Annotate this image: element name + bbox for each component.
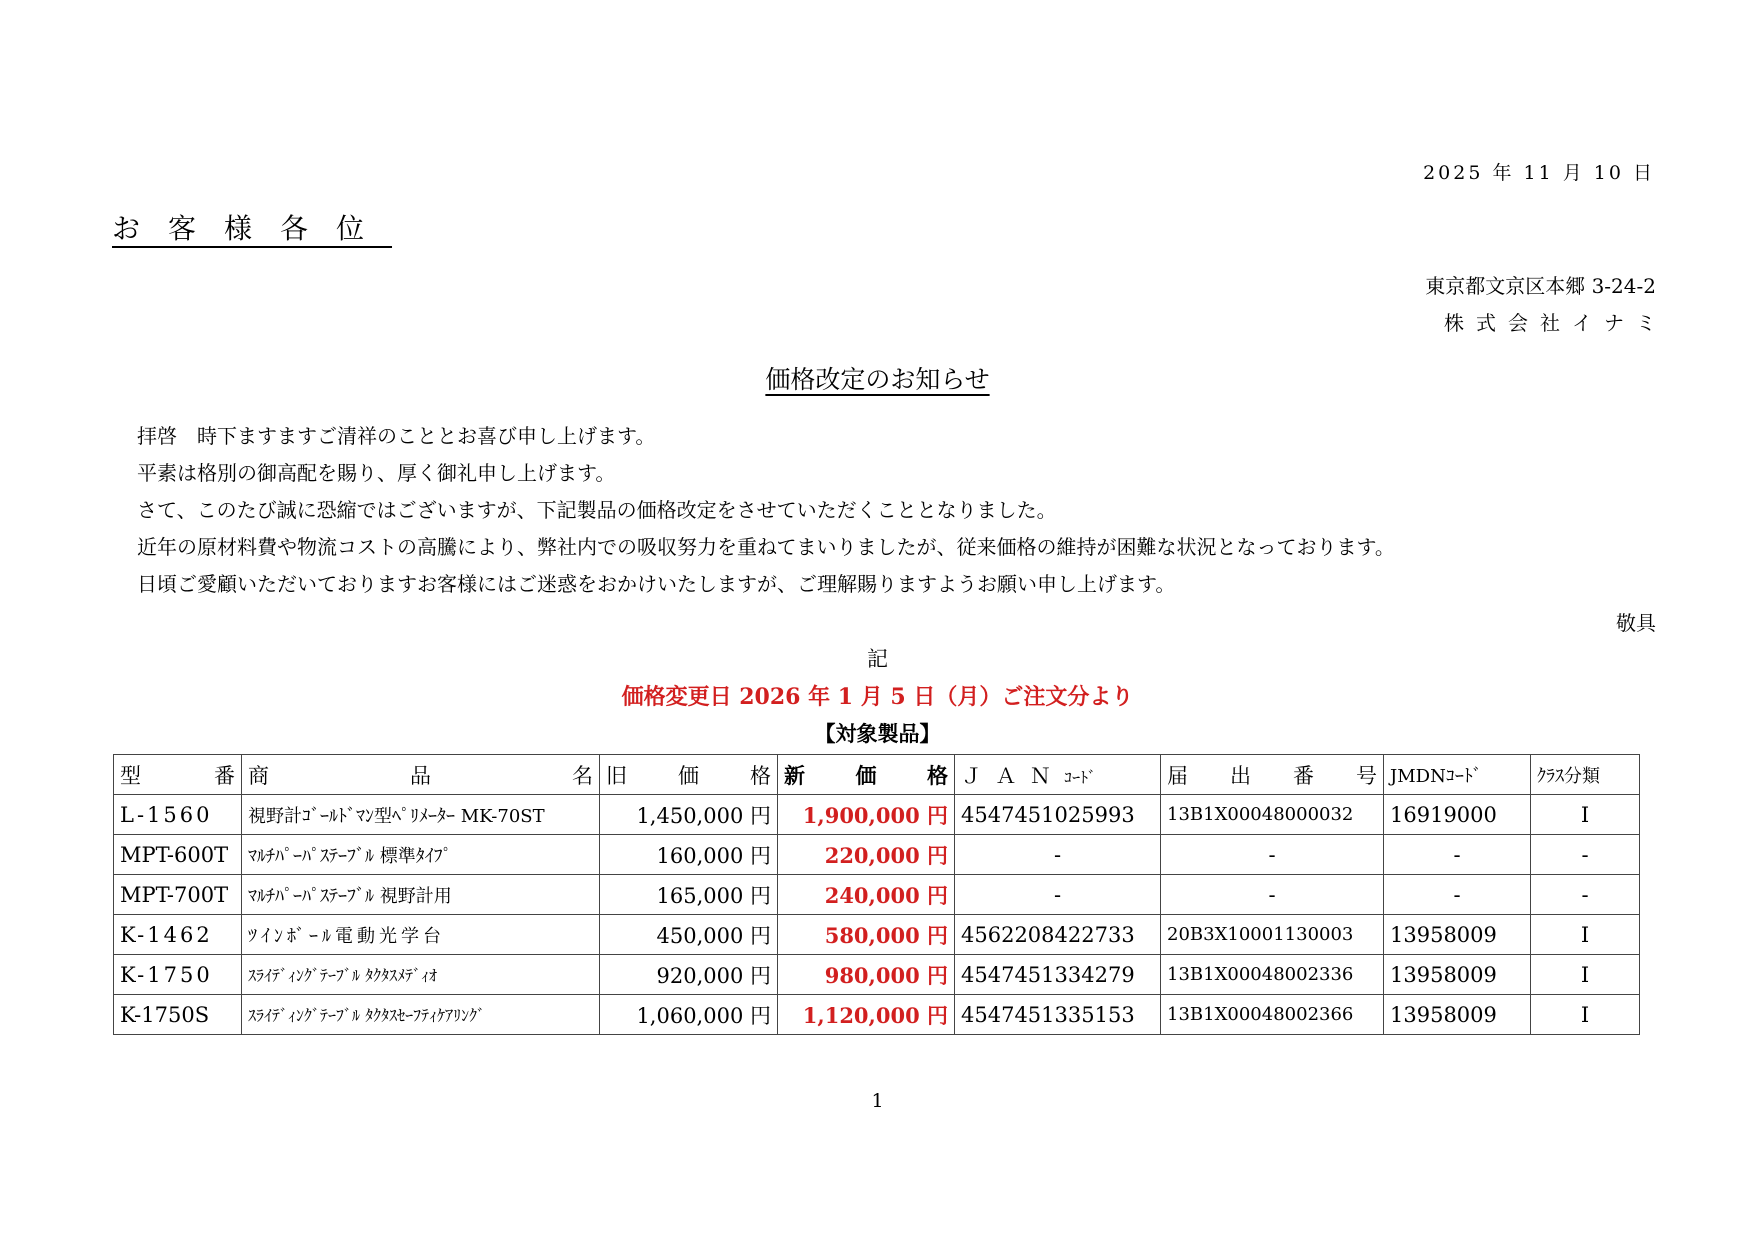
cell-old-price: 1,450,000 円	[600, 795, 778, 835]
cell-model: MPT-700T	[114, 875, 242, 915]
header-model: 型 番	[114, 755, 242, 795]
header-jan-code: Ｊ Ａ Ｎ ｺｰﾄﾞ	[955, 755, 1161, 795]
header-registration-number: 届 出 番 号	[1161, 755, 1384, 795]
cell-jan-code: 4547451335153	[955, 995, 1161, 1035]
body-line: 近年の原材料費や物流コストの高騰により、弊社内での吸収努力を重ねてまいりましたが、従来価格の維持が困難な状況となっております。	[137, 535, 1395, 559]
cell-registration-number: 13B1X00048002366	[1161, 995, 1384, 1035]
price-change-notice: 価格変更日 2026 年 1 月 5 日（月）ご注文分より	[621, 684, 1134, 710]
letter-date: 2025 年 11 月 10 日	[1423, 162, 1655, 184]
body-line: 日頃ご愛顧いただいておりますお客様にはご迷惑をおかけいたしますが、ご理解賜りますようお願い申し上げます。	[137, 572, 1176, 596]
closing-phrase: 敬具	[1616, 611, 1656, 635]
cell-class: I	[1531, 995, 1640, 1035]
cell-registration-number: -	[1161, 875, 1384, 915]
cell-product-name: 視野計ｺﾞｰﾙﾄﾞﾏﾝ型ﾍﾟﾘﾒｰﾀｰ MK-70ST	[242, 795, 600, 835]
cell-new-price: 1,120,000 円	[778, 995, 955, 1035]
cell-product-name: ﾂｲﾝﾎﾞｰﾙ電動光学台	[242, 915, 600, 955]
header-class: ｸﾗｽ分類	[1531, 755, 1640, 795]
cell-old-price: 920,000 円	[600, 955, 778, 995]
cell-jmdn-code: 16919000	[1384, 795, 1531, 835]
sender-address: 東京都文京区本郷 3-24-2	[1425, 274, 1656, 298]
cell-product-name: ｽﾗｲﾃﾞｨﾝｸﾞﾃｰﾌﾞﾙ ﾀｸﾀｽﾒﾃﾞｨｵ	[242, 955, 600, 995]
cell-jan-code: -	[955, 835, 1161, 875]
cell-class: I	[1531, 915, 1640, 955]
cell-jan-code: -	[955, 875, 1161, 915]
recipient: お客様各位	[112, 212, 393, 245]
cell-registration-number: -	[1161, 835, 1384, 875]
table-header-row	[114, 755, 1640, 795]
cell-class: -	[1531, 875, 1640, 915]
cell-new-price: 980,000 円	[778, 955, 955, 995]
header-new-price: 新 価 格	[778, 755, 955, 795]
cell-old-price: 160,000 円	[600, 835, 778, 875]
sender-company: 株式会社イナミ	[1444, 311, 1668, 335]
cell-registration-number: 20B3X10001130003	[1161, 915, 1384, 955]
cell-old-price: 450,000 円	[600, 915, 778, 955]
cell-model: MPT-600T	[114, 835, 242, 875]
letter-body	[137, 418, 1395, 603]
cell-model: K-1750	[114, 955, 242, 995]
body-line: 平素は格別の御高配を賜り、厚く御礼申し上げます。	[137, 461, 616, 485]
cell-product-name: ﾏﾙﾁﾊﾟｰﾊﾟｽﾃｰﾌﾞﾙ 視野計用	[242, 875, 600, 915]
table-row	[114, 875, 1640, 915]
cell-old-price: 1,060,000 円	[600, 995, 778, 1035]
cell-jan-code: 4547451025993	[955, 795, 1161, 835]
body-line: さて、このたび誠に恐縮ではございますが、下記製品の価格改定をさせていただくこととなりました。	[137, 498, 1057, 522]
table-row	[114, 795, 1640, 835]
cell-product-name: ｽﾗｲﾃﾞｨﾝｸﾞﾃｰﾌﾞﾙ ﾀｸﾀｽｾｰﾌﾃｨｹｱﾘﾝｸﾞ	[242, 995, 600, 1035]
cell-jmdn-code: 13958009	[1384, 955, 1531, 995]
cell-registration-number: 13B1X00048000032	[1161, 795, 1384, 835]
cell-class: I	[1531, 795, 1640, 835]
cell-jmdn-code: -	[1384, 835, 1531, 875]
table-row	[114, 915, 1640, 955]
cell-class: -	[1531, 835, 1640, 875]
cell-new-price: 220,000 円	[778, 835, 955, 875]
table-row	[114, 955, 1640, 995]
cell-jan-code: 4562208422733	[955, 915, 1161, 955]
header-jmdn-code: JMDNｺｰﾄﾞ	[1384, 755, 1531, 795]
cell-registration-number: 13B1X00048002336	[1161, 955, 1384, 995]
cell-jmdn-code: 13958009	[1384, 995, 1531, 1035]
cell-class: I	[1531, 955, 1640, 995]
body-line: 拝啓 時下ますますご清祥のこととお喜び申し上げます。	[137, 424, 656, 448]
cell-jmdn-code: -	[1384, 875, 1531, 915]
cell-new-price: 1,900,000 円	[778, 795, 955, 835]
cell-jan-code: 4547451334279	[955, 955, 1161, 995]
page-number: 1	[871, 1090, 884, 1112]
cell-new-price: 580,000 円	[778, 915, 955, 955]
cell-product-name: ﾏﾙﾁﾊﾟｰﾊﾟｽﾃｰﾌﾞﾙ 標準ﾀｲﾌﾟ	[242, 835, 600, 875]
document-title: 価格改定のお知らせ	[765, 365, 990, 394]
cell-model: L-1560	[114, 795, 242, 835]
cell-old-price: 165,000 円	[600, 875, 778, 915]
cell-model: K-1462	[114, 915, 242, 955]
table-row	[114, 835, 1640, 875]
products-heading: 【対象製品】	[814, 721, 941, 746]
header-old-price: 旧 価 格	[600, 755, 778, 795]
cell-jmdn-code: 13958009	[1384, 915, 1531, 955]
table-row	[114, 995, 1640, 1035]
products-table	[113, 754, 1640, 1035]
cell-model: K-1750S	[114, 995, 242, 1035]
cell-new-price: 240,000 円	[778, 875, 955, 915]
header-product-name: 商 品 名	[242, 755, 600, 795]
ki-heading: 記	[867, 647, 888, 671]
